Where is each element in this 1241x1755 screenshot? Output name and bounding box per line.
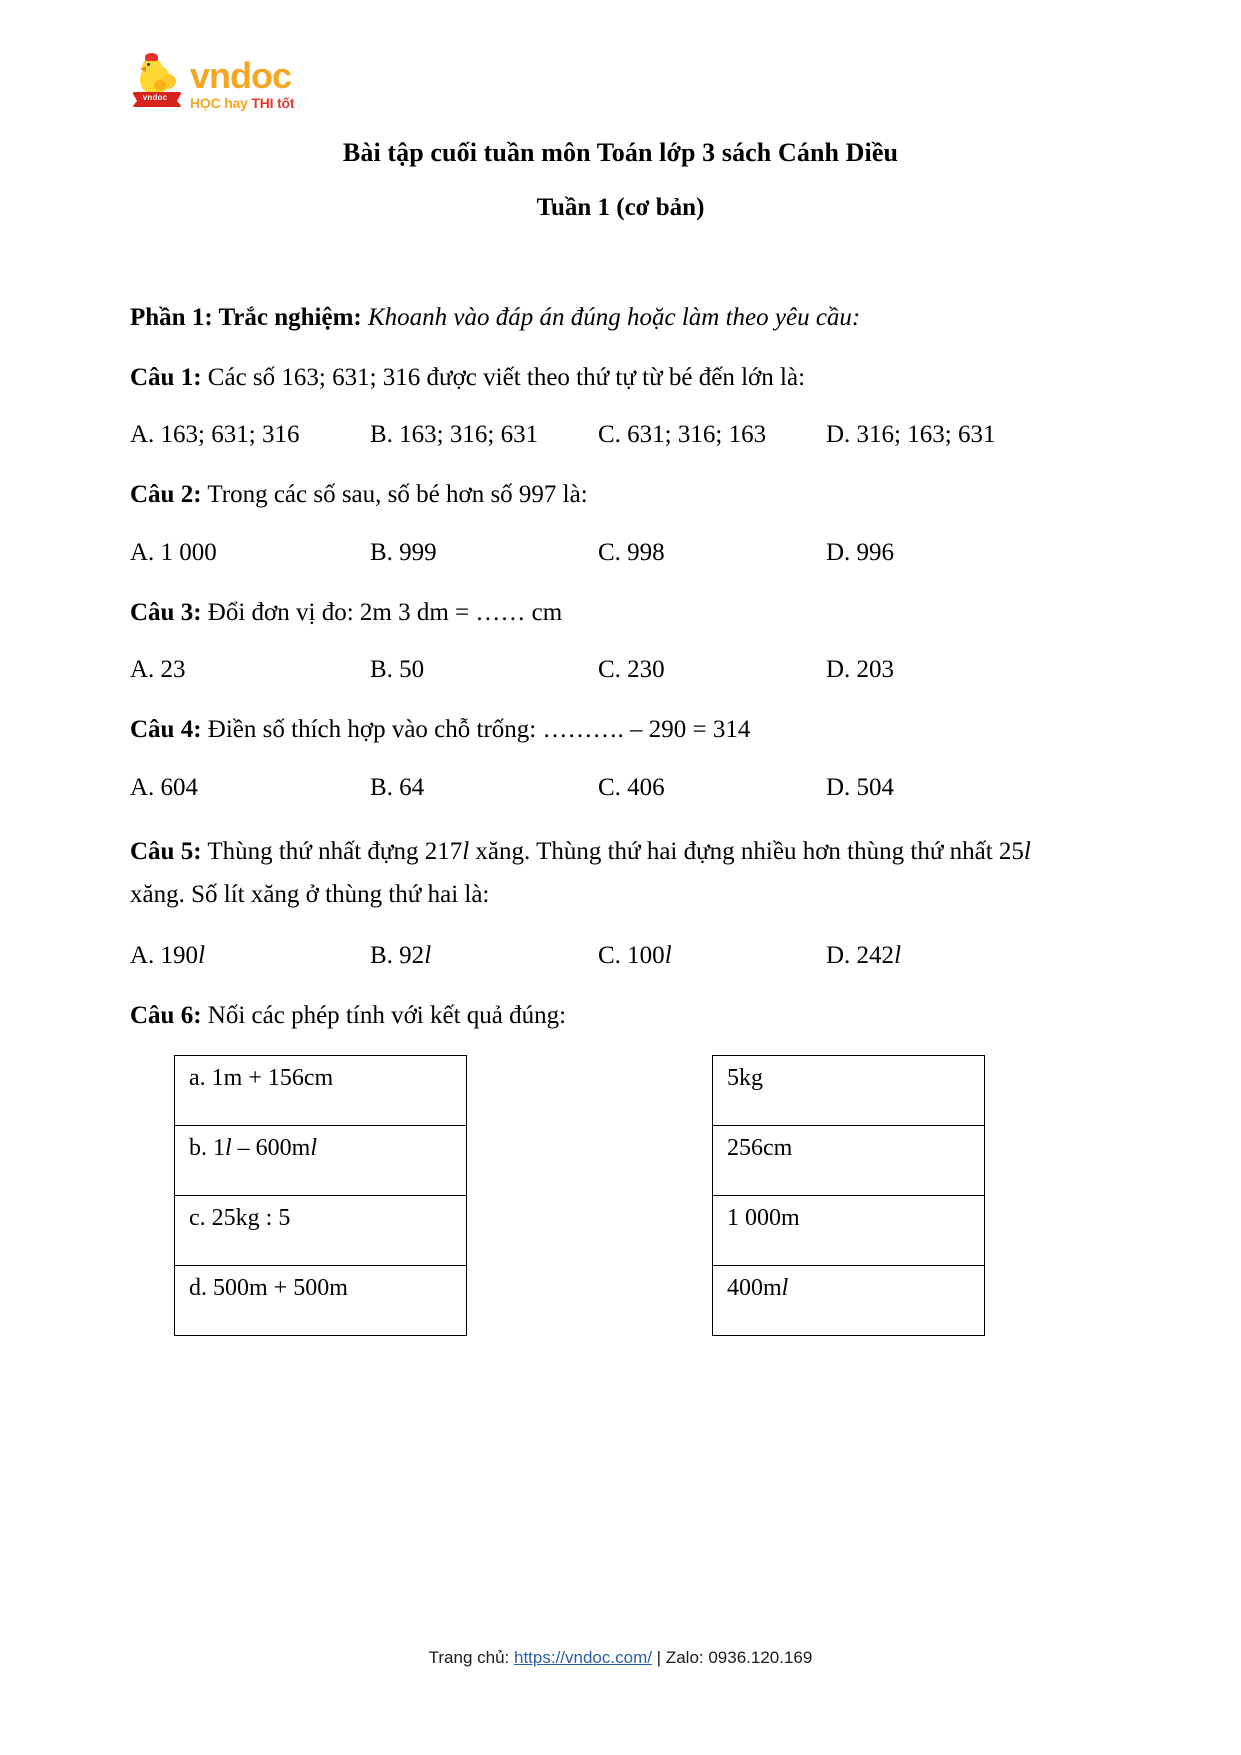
- question-4-options: [130, 770, 1110, 805]
- section-heading: [130, 300, 1110, 336]
- option-5-c[interactable]: [598, 938, 826, 973]
- match-right-cell-2[interactable]: 256cm: [713, 1126, 985, 1196]
- option-1-a[interactable]: A. 163; 631; 316: [130, 421, 300, 448]
- question-5-unit-2: l: [1023, 837, 1031, 865]
- match-left-cell-c[interactable]: c. 25kg : 5: [175, 1196, 467, 1266]
- option-2-c[interactable]: C. 998: [598, 538, 665, 566]
- match-left-cell-b-unit-1: l: [225, 1135, 232, 1161]
- question-2-text: Trong các số sau, số bé hơn số 997 là:: [201, 481, 588, 508]
- match-right-cell-3[interactable]: 1 000m: [713, 1196, 985, 1266]
- question-6-number: Câu 6:: [130, 1001, 202, 1029]
- question-3-number: Câu 3:: [130, 598, 202, 626]
- footer-zalo: Zalo: 0936.120.169: [665, 1648, 813, 1667]
- question-2-number: Câu 2:: [130, 481, 202, 508]
- vndoc-logo[interactable]: [130, 48, 294, 110]
- match-left-cell-b[interactable]: [175, 1126, 467, 1196]
- question-4-number: Câu 4:: [130, 716, 202, 743]
- question-2-options: [130, 535, 1110, 570]
- option-5-b-unit: l: [424, 941, 432, 969]
- option-5-a-value: A. 190: [130, 941, 199, 969]
- table-row[interactable]: [175, 1126, 467, 1196]
- question-4-text: Điền số thích hợp vào chỗ trống: ………. – 290 = 314: [201, 716, 751, 743]
- logo-tagline-hay: hay: [220, 95, 252, 111]
- question-6-text: Nối các phép tính với kết quả đúng:: [201, 1001, 567, 1029]
- question-5-text-2: xăng. Thùng thứ hai đựng nhiều hơn thùng thứ nhất 25: [469, 837, 1024, 865]
- question-3-options: [130, 652, 1110, 687]
- option-2-d[interactable]: D. 996: [826, 538, 895, 566]
- table-row[interactable]: [713, 1196, 985, 1266]
- table-row[interactable]: [713, 1266, 985, 1336]
- option-2-b[interactable]: B. 999: [370, 538, 437, 566]
- logo-tagline: [190, 96, 294, 110]
- question-5-text-3: xăng. Số lít xăng ở thùng thứ hai là:: [130, 880, 490, 908]
- logo-tagline-thi: THI: [251, 95, 274, 111]
- match-left-cell-d[interactable]: d. 500m + 500m: [175, 1266, 467, 1336]
- chicken-mascot-icon: [130, 52, 184, 110]
- option-3-c[interactable]: C. 230: [598, 656, 665, 683]
- option-4-d[interactable]: D. 504: [826, 773, 895, 801]
- option-5-a[interactable]: [130, 938, 370, 973]
- footer-separator: |: [651, 1648, 666, 1667]
- section-instruction: Khoanh vào đáp án đúng hoặc làm theo yêu cầu:: [367, 304, 861, 331]
- option-3-d[interactable]: D. 203: [826, 656, 895, 683]
- match-left-cell-a[interactable]: a. 1m + 156cm: [175, 1056, 467, 1126]
- option-3-a[interactable]: A. 23: [130, 656, 186, 683]
- option-5-c-unit: l: [664, 941, 672, 969]
- section-label: Phần 1: Trắc nghiệm:: [130, 304, 362, 331]
- question-5-text-1: Thùng thứ nhất đựng 217: [201, 837, 463, 865]
- option-4-c[interactable]: C. 406: [598, 773, 665, 801]
- table-row[interactable]: [175, 1266, 467, 1336]
- match-right-cell-4-value: 400m: [727, 1275, 782, 1301]
- option-5-b-value: B. 92: [370, 941, 425, 969]
- page-subtitle: Tuần 1 (cơ bản): [536, 194, 705, 221]
- table-row[interactable]: [713, 1056, 985, 1126]
- option-5-d-value: D. 242: [826, 941, 895, 969]
- question-6: [130, 998, 1110, 1034]
- match-right-cell-4[interactable]: [713, 1266, 985, 1336]
- question-5-unit-1: l: [462, 837, 470, 865]
- question-1-text: Các số 163; 631; 316 được viết theo thứ tự từ bé đến lớn là:: [201, 363, 806, 391]
- option-2-a[interactable]: A. 1 000: [130, 538, 217, 566]
- logo-brand-text: vndoc: [190, 54, 292, 96]
- option-5-a-unit: l: [198, 941, 206, 969]
- option-5-b[interactable]: [370, 938, 598, 973]
- option-1-b[interactable]: B. 163; 316; 631: [370, 421, 539, 448]
- logo-tagline-tot: tốt: [273, 95, 295, 111]
- option-1-d[interactable]: D. 316; 163; 631: [826, 421, 996, 448]
- option-5-c-value: C. 100: [598, 941, 665, 969]
- question-3-text: Đổi đơn vị đo: 2m 3 dm = …… cm: [201, 598, 563, 626]
- option-4-b[interactable]: B. 64: [370, 773, 425, 801]
- match-right-cell-1[interactable]: 5kg: [713, 1056, 985, 1126]
- matching-exercise: [130, 1055, 1110, 1347]
- question-5: [130, 830, 1090, 916]
- matching-left-table: [174, 1055, 467, 1336]
- table-row[interactable]: [175, 1196, 467, 1266]
- match-right-cell-4-unit: l: [781, 1275, 789, 1301]
- logo-ribbon-text: vndoc: [142, 93, 168, 102]
- logo-tagline-hoc: HỌC: [190, 95, 221, 111]
- question-1: [130, 360, 1110, 396]
- footer-prefix: Trang chủ:: [428, 1648, 514, 1667]
- option-5-d[interactable]: [826, 938, 1056, 973]
- footer-website-link[interactable]: https://vndoc.com/: [514, 1648, 652, 1667]
- question-1-options: [130, 417, 1110, 452]
- option-3-b[interactable]: B. 50: [370, 656, 425, 683]
- table-row[interactable]: [713, 1126, 985, 1196]
- option-4-a[interactable]: A. 604: [130, 773, 199, 801]
- matching-right-table: [712, 1055, 985, 1336]
- document-content: [130, 300, 1110, 1347]
- page-title: Bài tập cuối tuần môn Toán lớp 3 sách Cánh Diều: [342, 138, 899, 167]
- question-4: [130, 712, 1110, 748]
- question-5-number: Câu 5:: [130, 837, 202, 865]
- match-left-cell-b-middle: – 600m: [231, 1135, 311, 1161]
- match-left-cell-b-prefix: b. 1: [189, 1135, 225, 1161]
- option-1-c[interactable]: C. 631; 316; 163: [598, 421, 767, 448]
- table-row[interactable]: [175, 1056, 467, 1126]
- question-2: [130, 477, 1110, 513]
- question-3: [130, 595, 1110, 631]
- question-5-options: [130, 938, 1110, 973]
- logo-wordmark: [190, 54, 295, 111]
- page-footer: [0, 1648, 1241, 1668]
- match-left-cell-b-unit-2: l: [310, 1135, 318, 1161]
- question-1-number: Câu 1:: [130, 363, 202, 391]
- option-5-d-unit: l: [894, 941, 902, 969]
